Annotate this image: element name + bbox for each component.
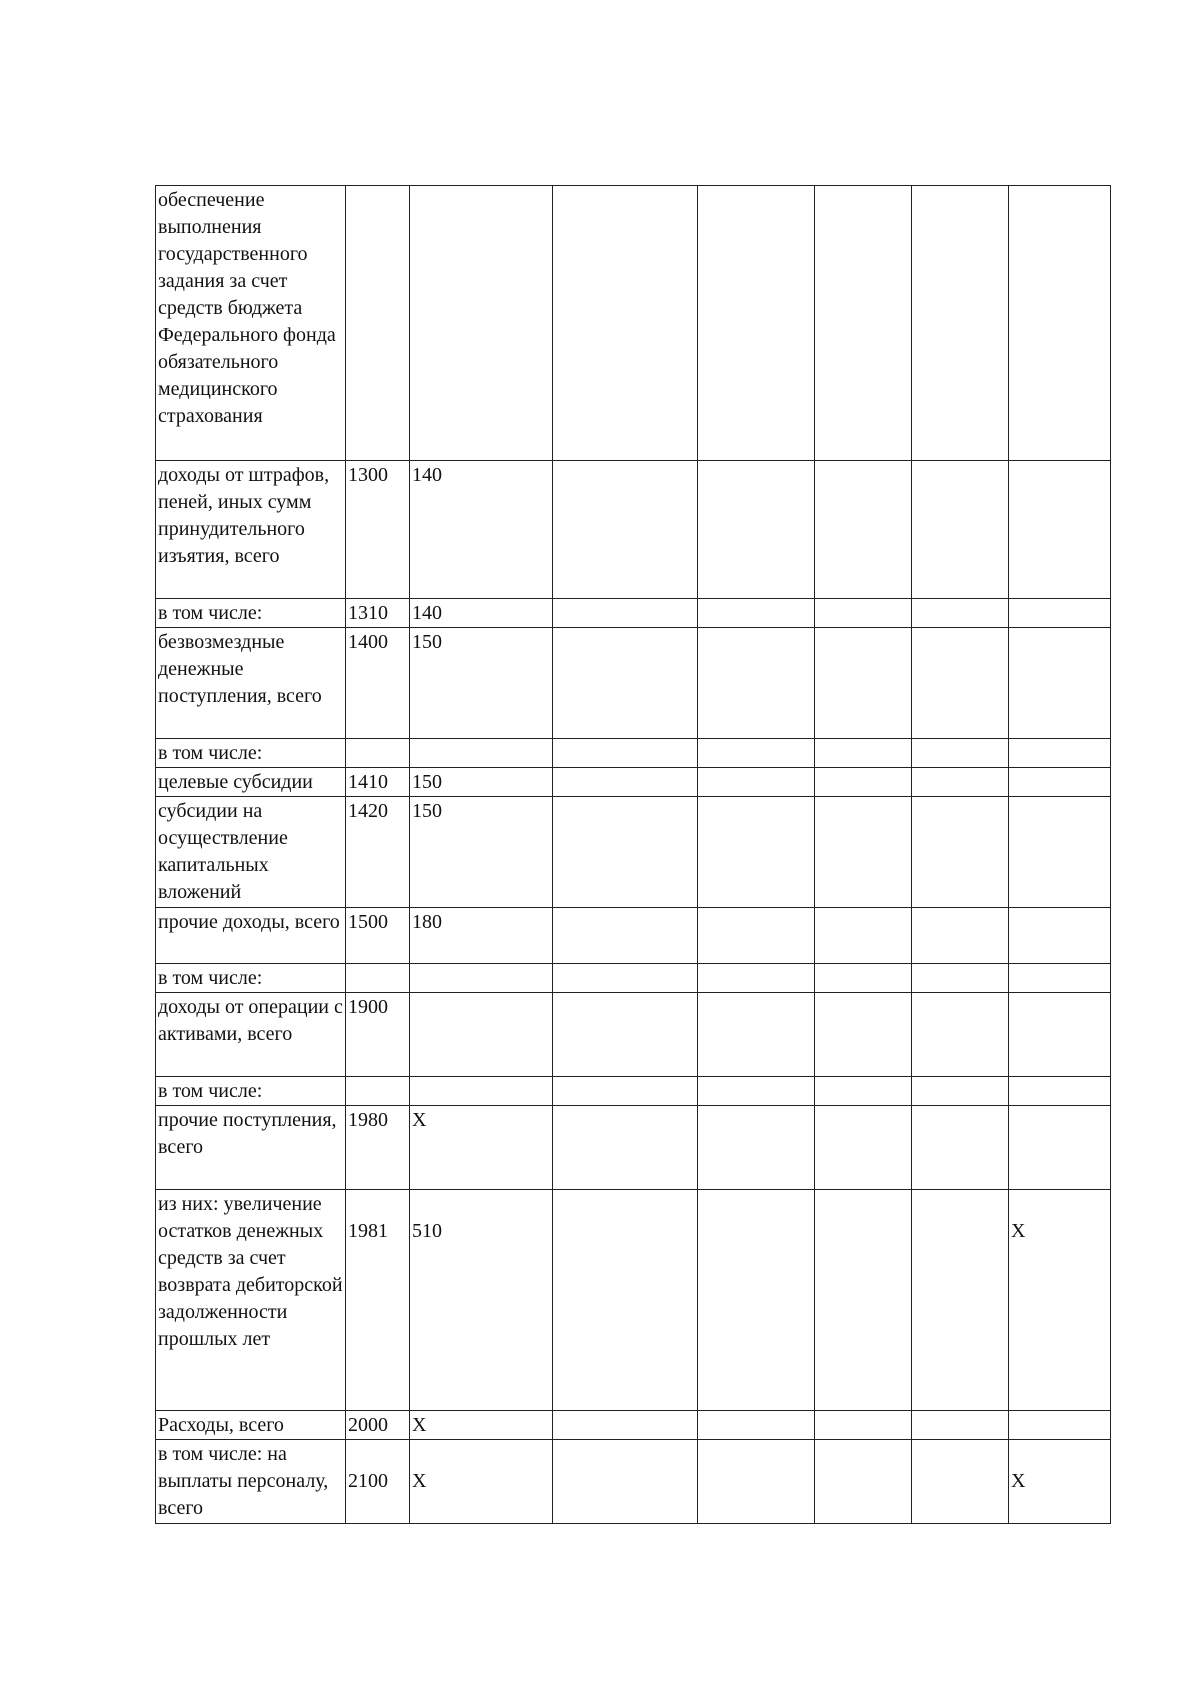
row-value-cell [912,739,1009,768]
row-value-cell [698,186,815,461]
row-value-cell [553,461,698,599]
row-value-cell [698,461,815,599]
table-row [156,599,1111,628]
row-value-cell [553,768,698,797]
row-value-cell [815,797,912,908]
row-x-cell [1009,186,1111,461]
row-x-cell [1009,1106,1111,1190]
row-name-cell: безвозмездные денежные поступления, всего [156,628,346,739]
row-kbk-cell: 150 [410,628,553,739]
row-value-cell [912,768,1009,797]
row-value-cell [698,768,815,797]
row-value-cell [815,908,912,964]
row-value-cell [698,1077,815,1106]
row-x-cell [1009,964,1111,993]
row-name-cell: целевые субсидии [156,768,346,797]
row-kbk-cell: X [410,1440,553,1524]
row-value-cell [815,964,912,993]
row-x-cell [1009,797,1111,908]
row-x-cell [1009,993,1111,1077]
row-code-cell: 1300 [346,461,410,599]
table-row [156,1440,1111,1524]
row-x-cell [1009,1077,1111,1106]
row-value-cell [815,1106,912,1190]
row-x-cell [1009,599,1111,628]
row-kbk-cell: 180 [410,908,553,964]
row-value-cell [815,1440,912,1524]
table-row [156,797,1111,908]
row-kbk-cell [410,993,553,1077]
row-value-cell [553,1106,698,1190]
table-row [156,1106,1111,1190]
row-kbk-cell: 140 [410,599,553,628]
row-value-cell [698,1440,815,1524]
row-name-cell: из них: увеличение остатков денежных средств за счет возврата дебиторской задолженности прошлых лет [156,1190,346,1411]
table-row [156,628,1111,739]
row-value-cell [912,908,1009,964]
row-value-cell [698,628,815,739]
row-value-cell [698,908,815,964]
row-value-cell [815,993,912,1077]
row-name-cell: прочие поступления, всего [156,1106,346,1190]
table-row [156,768,1111,797]
row-value-cell [912,599,1009,628]
row-value-cell [912,1190,1009,1411]
row-x-cell [1009,461,1111,599]
row-name-cell: прочие доходы, всего [156,908,346,964]
row-name-cell: в том числе: [156,964,346,993]
row-value-cell [912,993,1009,1077]
row-kbk-cell: 150 [410,797,553,908]
row-x-cell: X [1009,1190,1111,1411]
row-value-cell [912,1077,1009,1106]
row-kbk-cell: X [410,1106,553,1190]
row-value-cell [553,1077,698,1106]
row-code-cell: 2100 [346,1440,410,1524]
row-kbk-cell: X [410,1411,553,1440]
row-value-cell [815,1190,912,1411]
row-value-cell [815,1411,912,1440]
row-value-cell [815,1077,912,1106]
row-value-cell [912,186,1009,461]
row-value-cell [912,797,1009,908]
row-name-cell: в том числе: [156,739,346,768]
row-value-cell [553,908,698,964]
row-value-cell [912,1411,1009,1440]
row-value-cell [815,739,912,768]
row-value-cell [815,186,912,461]
row-value-cell [815,599,912,628]
row-x-cell: X [1009,1440,1111,1524]
table-container [155,185,1110,1524]
row-value-cell [698,1411,815,1440]
row-value-cell [553,628,698,739]
row-value-cell [912,461,1009,599]
row-kbk-cell [410,1077,553,1106]
row-kbk-cell: 140 [410,461,553,599]
row-x-cell [1009,628,1111,739]
row-value-cell [912,1106,1009,1190]
row-value-cell [815,768,912,797]
row-x-cell [1009,768,1111,797]
row-value-cell [815,628,912,739]
row-kbk-cell: 150 [410,768,553,797]
row-kbk-cell [410,739,553,768]
financial-plan-table [155,185,1111,1524]
row-code-cell: 1310 [346,599,410,628]
row-value-cell [553,1190,698,1411]
row-kbk-cell [410,964,553,993]
row-value-cell [553,186,698,461]
row-name-cell: доходы от штрафов, пеней, иных сумм принудительного изъятия, всего [156,461,346,599]
row-value-cell [912,964,1009,993]
table-row [156,461,1111,599]
row-code-cell: 1980 [346,1106,410,1190]
row-value-cell [553,797,698,908]
row-value-cell [698,1106,815,1190]
row-value-cell [553,964,698,993]
row-x-cell [1009,1411,1111,1440]
row-code-cell [346,1077,410,1106]
row-value-cell [912,1440,1009,1524]
table-row [156,1190,1111,1411]
table-row [156,1077,1111,1106]
table-row [156,993,1111,1077]
row-name-cell: в том числе: на выплаты персоналу, всего [156,1440,346,1524]
row-name-cell: доходы от операции с активами, всего [156,993,346,1077]
row-name-cell: в том числе: [156,599,346,628]
table-row [156,739,1111,768]
row-value-cell [553,993,698,1077]
row-code-cell [346,739,410,768]
table-row [156,964,1111,993]
row-value-cell [815,461,912,599]
row-kbk-cell [410,186,553,461]
row-value-cell [698,739,815,768]
row-name-cell: в том числе: [156,1077,346,1106]
row-code-cell: 1420 [346,797,410,908]
row-code-cell [346,186,410,461]
row-value-cell [698,1190,815,1411]
row-code-cell: 1500 [346,908,410,964]
row-kbk-cell: 510 [410,1190,553,1411]
row-code-cell: 1410 [346,768,410,797]
row-value-cell [698,964,815,993]
row-name-cell: обеспечение выполнения государственного задания за счет средств бюджета Федерального фонда обязательного медицинского страхования [156,186,346,461]
table-row [156,908,1111,964]
row-value-cell [698,993,815,1077]
row-value-cell [698,599,815,628]
row-value-cell [698,797,815,908]
row-code-cell [346,964,410,993]
row-code-cell: 1900 [346,993,410,1077]
row-code-cell: 1400 [346,628,410,739]
row-value-cell [912,628,1009,739]
row-value-cell [553,739,698,768]
row-value-cell [553,599,698,628]
row-x-cell [1009,739,1111,768]
row-code-cell: 2000 [346,1411,410,1440]
row-value-cell [553,1440,698,1524]
row-name-cell: субсидии на осуществление капитальных вложений [156,797,346,908]
row-x-cell [1009,908,1111,964]
row-code-cell: 1981 [346,1190,410,1411]
row-name-cell: Расходы, всего [156,1411,346,1440]
row-value-cell [553,1411,698,1440]
table-row [156,1411,1111,1440]
table-row [156,186,1111,461]
